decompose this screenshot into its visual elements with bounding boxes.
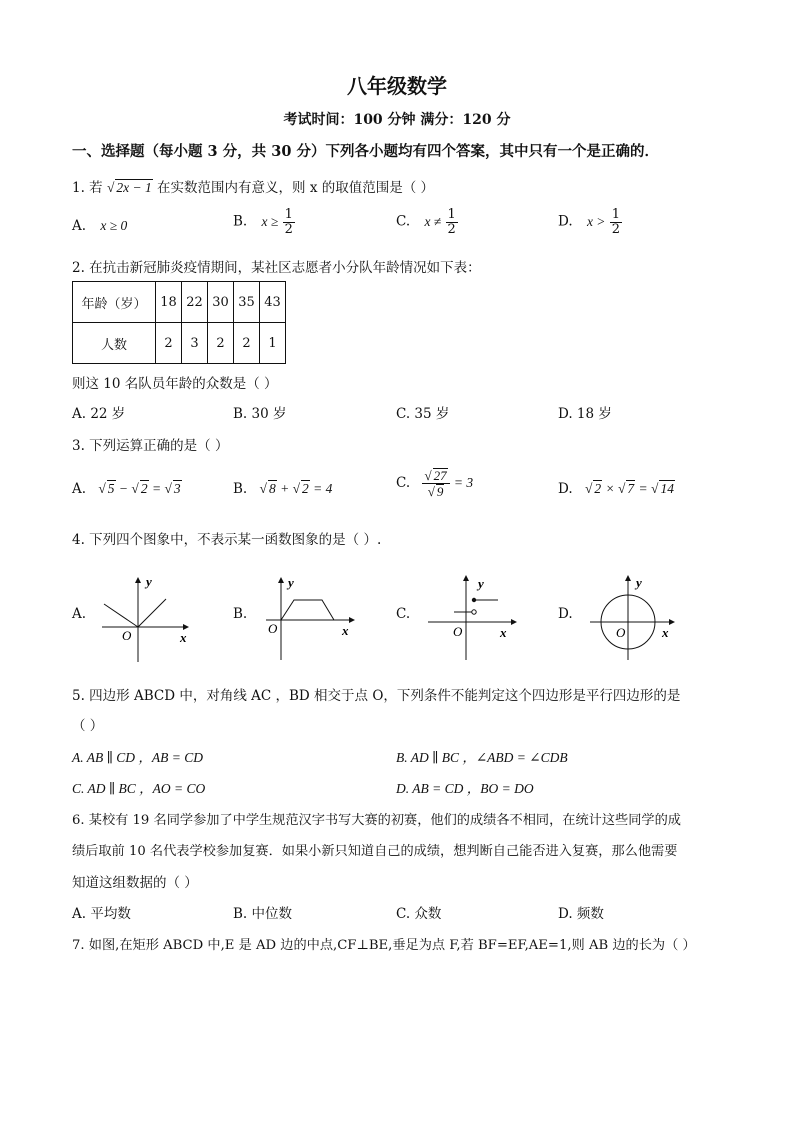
q1-option-b-fraction: $\frac{1}{2}$ — [284, 207, 293, 237]
section-heading: 一、选择题（每小题 3 分，共 30 分）下列各小题均有四个答案，其中只有一个是正确的． — [72, 143, 659, 160]
q1-option-b-rel: x ≥ — [261, 213, 279, 229]
question-2-ask: 则这 10 名队员年龄的众数是（ ） — [72, 376, 278, 392]
q2-option-d: D. 18 岁 — [558, 406, 612, 422]
q6-option-c: C. 众数 — [396, 906, 442, 922]
q1-option-c — [396, 208, 458, 236]
q1-option-c-fraction: $\frac{1}{2}$ — [447, 207, 456, 237]
question-2-stem: 2. 在抗击新冠肺炎疫情期间，某社区志愿者小分队年龄情况如下表： — [72, 260, 481, 276]
q4-label-d: D. — [558, 606, 573, 622]
exam-info: 考试时间：100 分钟 满分：120 分 — [283, 112, 511, 128]
q5-option-a: A. AB ∥ CD ，AB = CD — [72, 750, 203, 765]
y-label: y — [478, 576, 484, 591]
table-header-count: 人数 — [73, 323, 156, 364]
q4-label-a: A. — [72, 606, 87, 622]
origin-label: O — [616, 625, 626, 640]
open-point — [472, 610, 476, 614]
table-header-age: 年龄（岁） — [73, 282, 156, 323]
x-label: x — [180, 630, 187, 645]
q6-option-a: A. 平均数 — [72, 906, 131, 922]
q4-label-c: C. — [396, 606, 411, 622]
question-1-stem — [72, 176, 434, 196]
table-cell: 1 — [260, 323, 286, 364]
origin-label: O — [122, 628, 132, 643]
q1-option-a-expr: x ≥ 0 — [100, 218, 128, 233]
q1-option-a-label: A. — [72, 218, 87, 234]
table-cell: 43 — [260, 282, 286, 323]
q2-option-a: A. 22 岁 — [72, 406, 126, 422]
table-row — [73, 323, 286, 364]
x-label: x — [662, 625, 669, 640]
x-label: x — [500, 625, 507, 640]
y-label: y — [636, 575, 642, 590]
function-curve — [281, 600, 334, 620]
table-cell: 3 — [182, 323, 208, 364]
question-5-blank: （ ） — [72, 718, 104, 734]
q2-option-b: B. 30 岁 — [233, 406, 287, 422]
graph-d — [588, 572, 688, 664]
q5-option-b: B. AD ∥ BC ，∠ABD = ∠CDB — [396, 750, 568, 765]
page-title: 八年级数学 — [347, 74, 447, 98]
question-6-line-2: 绩后取前 10 名代表学校参加复赛．如果小新只知道自己的成绩，想判断自己能否进入复赛，那么他需要 — [72, 844, 678, 859]
q1-option-d-fraction: $\frac{1}{2}$ — [611, 207, 620, 237]
q1-option-c-rel: x ≠ — [424, 213, 442, 229]
table-cell: 30 — [208, 282, 234, 323]
question-7-stem: 7. 如图,在矩形 ABCD 中,E 是 AD 边的中点,CF⊥BE,垂足为点 F,若 BF=EF,AE=1,则 AB 边的长为（ ） — [72, 938, 696, 953]
q4-label-b: B. — [233, 606, 248, 622]
question-3-stem: 3. 下列运算正确的是（ ） — [72, 438, 229, 454]
table-cell: 35 — [234, 282, 260, 323]
q5-option-c: C. AD ∥ BC ，AO = CO — [72, 781, 206, 796]
q3-option-b — [233, 480, 332, 497]
q3-option-a — [72, 480, 182, 497]
q1-option-c-label: C. — [396, 213, 411, 230]
y-label: y — [146, 574, 152, 589]
graph-a — [96, 572, 196, 664]
q1-option-a — [72, 218, 127, 234]
q1-prefix: 1. 若 — [72, 180, 103, 196]
age-table — [72, 281, 286, 364]
q3-option-c — [396, 468, 473, 498]
question-6-line-3: 知道这组数据的（ ） — [72, 875, 198, 891]
q1-option-b — [233, 208, 295, 236]
q6-option-b: B. 中位数 — [233, 906, 293, 922]
table-cell: 22 — [182, 282, 208, 323]
q3-option-c-label: C. — [396, 475, 411, 492]
q3-option-c-fraction: $\frac{√ 27}{√ 9}$ — [422, 468, 449, 498]
graph-b — [262, 572, 362, 664]
q1-option-d-label: D. — [558, 213, 573, 230]
table-row — [73, 282, 286, 323]
table-cell: 2 — [208, 323, 234, 364]
y-label: y — [288, 575, 294, 590]
q1-suffix: 在实数范围内有意义，则 x 的取值范围是（ ） — [157, 180, 435, 196]
question-6-line-1: 6. 某校有 19 名同学参加了中学生规范汉字书写大赛的初赛，他们的成绩各不相同，在统计这些同学的成 — [72, 813, 681, 828]
q6-option-d: D. 频数 — [558, 906, 604, 922]
x-label: x — [342, 623, 349, 638]
q1-option-b-label: B. — [233, 213, 248, 230]
q3-option-d-expr: √ 2 × √ 7 = √ 14 — [584, 481, 674, 496]
q1-option-d — [558, 208, 622, 236]
origin-label: O — [268, 621, 278, 636]
q1-radicand: 2x − 1 — [116, 180, 152, 195]
q3-option-b-label: B. — [233, 481, 248, 497]
table-cell: 18 — [156, 282, 182, 323]
question-4-stem: 4. 下列四个图象中，不表示某一函数图象的是（ ）. — [72, 532, 382, 548]
q3-option-b-expr: √ 8 + √ 2 = 4 — [259, 481, 333, 496]
q3-option-a-label: A. — [72, 481, 87, 497]
function-curve — [138, 599, 166, 627]
function-curve — [104, 604, 138, 627]
q1-sqrt: √ 2x − 1 — [106, 180, 152, 195]
q3-option-d — [558, 480, 675, 497]
q2-option-c: C. 35 岁 — [396, 406, 450, 422]
question-5-stem: 5. 四边形 ABCD 中，对角线 AC ，BD 相交于点 O，下列条件不能判定这个四边形是平行四边形的是 — [72, 688, 681, 704]
table-cell: 2 — [234, 323, 260, 364]
q3-option-c-result: = 3 — [453, 475, 474, 491]
origin-label: O — [453, 624, 463, 639]
table-cell: 2 — [156, 323, 182, 364]
graph-c — [426, 572, 526, 664]
q3-option-a-expr: √ 5 − √ 2 = √ 3 — [98, 481, 181, 496]
q5-option-d: D. AB = CD ，BO = DO — [396, 781, 534, 796]
q1-option-d-rel: x > — [586, 213, 606, 229]
q3-option-d-label: D. — [558, 481, 573, 497]
